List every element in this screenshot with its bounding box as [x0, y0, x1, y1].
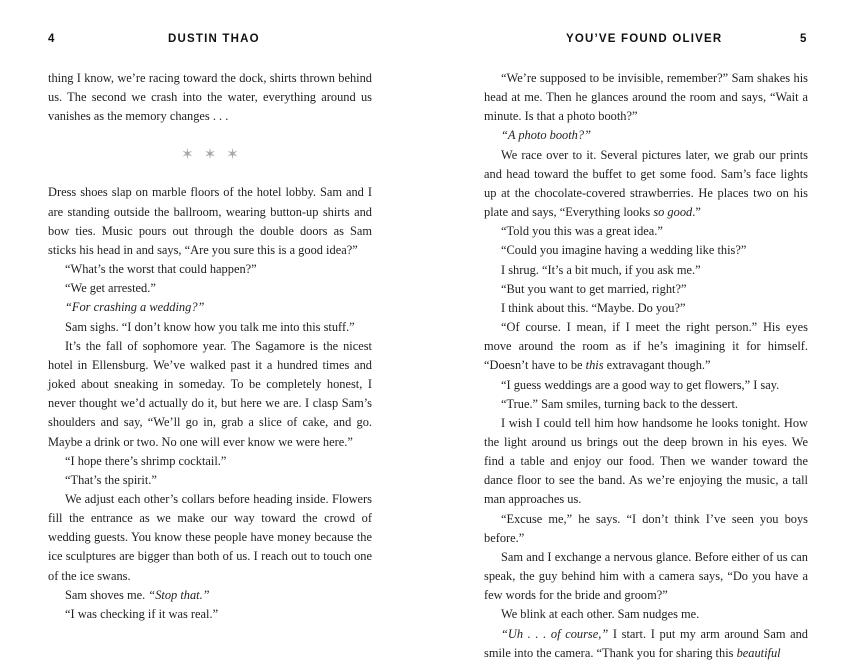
paragraph: We blink at each other. Sam nudges me.	[501, 607, 700, 622]
right-page	[428, 0, 855, 660]
left-page-number: 4	[48, 33, 56, 45]
paragraph	[484, 318, 808, 375]
paragraph: “I guess weddings are a good way to get flowers,” I say.	[501, 377, 780, 392]
right-page-body	[484, 69, 808, 663]
paragraph: We adjust each other’s collars before heading inside. Flowers fill the entrance as we make our way toward the crowd of wedding guests. You know these people have money because the ice sculptures are bigger than both of us. I reach out to touch one of the ice swans.	[48, 491, 372, 583]
paragraph: I wish I could tell him how handsome he looks tonight. How the light around us brings out the deep brown in his eyes. We find a table and enjoy our food. Then we wander toward the dance floor to see the band. As we’re enjoying the music, a tall man approaches us.	[484, 415, 808, 507]
paragraph: “Told you this was a great idea.”	[501, 224, 663, 239]
star-icon: ✶	[203, 145, 217, 164]
italic-text: “Stop that.”	[148, 587, 210, 602]
paragraph: “I hope there’s shrimp cocktail.”	[65, 453, 227, 468]
paragraph: Sam sighs. “I don’t know how you talk me into this stuff.”	[65, 319, 355, 334]
paragraph: “We’re supposed to be invisible, remember?” Sam shakes his head at me. Then he glances around the room and says, “Wait a minute. Is that a photo booth?”	[484, 71, 808, 124]
paragraph: “Excuse me,” he says. “I don’t think I’ve seen you boys before.”	[484, 511, 808, 545]
paragraph: “We get arrested.”	[65, 281, 156, 296]
text-run: I start. I put my arm around Sam and smile into the camera. “Thank you for sharing this	[484, 626, 808, 660]
right-running-head: YOU’VE FOUND OLIVER	[566, 33, 723, 45]
text-run: Sam shoves me.	[65, 587, 149, 602]
italic-text: this	[585, 358, 604, 373]
paragraph: Dress shoes slap on marble floors of the hotel lobby. Sam and I are standing outside the ballroom, wearing button-up shirts and bow ties. Music pours out through the double doors as Sam sticks his head in and says, “Are you sure this is a good idea?”	[48, 185, 372, 257]
italic-text: “A photo booth?”	[501, 128, 591, 143]
text-run: “Of course. I mean, if I meet the right person.” His eyes move around the room as if he’s imagining it for himself. “Doesn’t have to be	[484, 320, 808, 373]
paragraph: It’s the fall of sophomore year. The Sagamore is the nicest hotel in Ellensburg. We’ve walked past it a hundred times and joked about sneaking in someday. To be completely honest, I never thought we’d actually do it, but here we are. I clasp Sam’s shoulders and say, “We’ll go in, grab a slice of cake, and go. Maybe a drink or two. No one will ever know we were here.”	[48, 338, 372, 449]
paragraph: “I was checking if it was real.”	[65, 606, 219, 621]
star-icon: ✶	[181, 145, 194, 164]
scene-break-ornament	[48, 126, 372, 183]
italic-text: “Uh . . . of course,”	[501, 626, 609, 641]
paragraph: “That’s the spirit.”	[65, 472, 157, 487]
paragraph: I think about this. “Maybe. Do you?”	[501, 300, 686, 315]
paragraph: “Could you imagine having a wedding like this?”	[501, 243, 747, 258]
paragraph	[484, 625, 808, 663]
paragraph	[48, 298, 372, 317]
paragraph	[48, 586, 372, 605]
paragraph: “But you want to get married, right?”	[501, 281, 687, 296]
right-page-number: 5	[800, 33, 808, 45]
paragraph: “What’s the worst that could happen?”	[65, 262, 257, 277]
left-running-head: DUSTIN THAO	[168, 33, 260, 45]
paragraph: “True.” Sam smiles, turning back to the dessert.	[501, 396, 738, 411]
left-page-body	[48, 69, 372, 624]
paragraph: I shrug. “It’s a bit much, if you ask me.”	[501, 262, 701, 277]
paragraph	[484, 146, 808, 223]
star-icon: ✶	[226, 145, 239, 164]
text-run: We race over to it. Several pictures later, we grab our prints and head toward the buffet to get some food. Sam’s face lights up at the chocolate-covered strawberries. He places two on his plate and says, “Everything looks	[484, 147, 808, 220]
left-page	[0, 0, 427, 648]
text-run: .”	[692, 205, 701, 220]
text-run: extravagant though.”	[603, 358, 711, 373]
paragraph: thing I know, we’re racing toward the dock, shirts thrown behind us. The second we crash into the water, everything around us vanishes as the memory changes . . .	[48, 71, 372, 124]
paragraph: Sam and I exchange a nervous glance. Before either of us can speak, the guy behind him with a camera says, “Do you have a few words for the bride and groom?”	[484, 549, 808, 603]
italic-text: beautiful	[736, 645, 781, 660]
italic-text: so good	[653, 205, 693, 220]
italic-text: “For crashing a wedding?”	[65, 300, 205, 315]
paragraph	[484, 126, 808, 145]
